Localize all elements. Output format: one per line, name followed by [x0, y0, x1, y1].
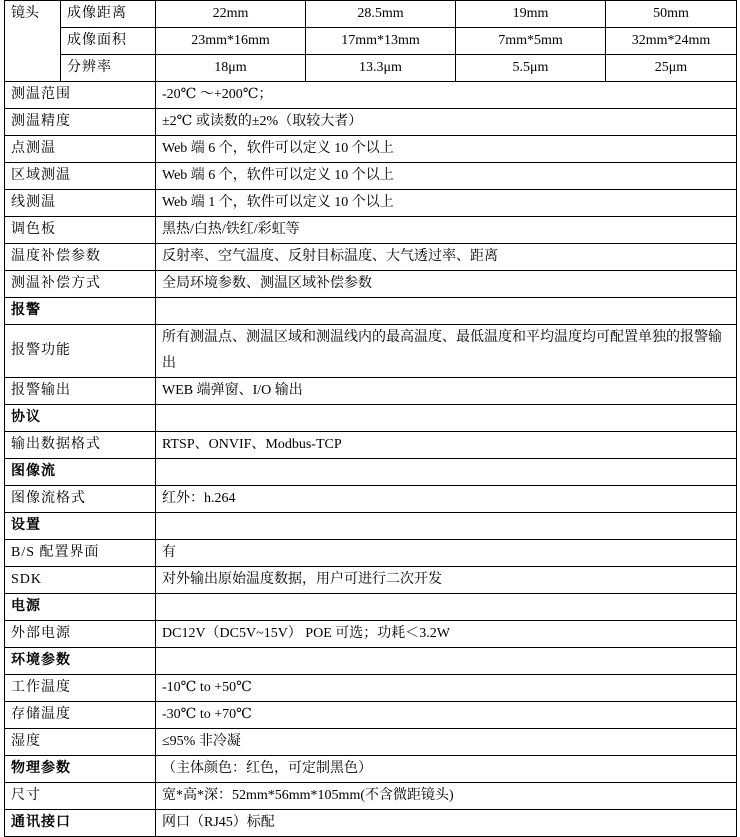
lens-value-cell: 32mm*24mm — [606, 28, 737, 55]
spec-label: 尺寸 — [5, 783, 156, 810]
lens-row — [5, 1, 737, 28]
spec-value: -30℃ to +70℃ — [156, 702, 737, 729]
spec-row — [5, 486, 737, 513]
spec-value — [156, 513, 737, 540]
lens-value-cell: 50mm — [606, 1, 737, 28]
spec-row — [5, 244, 737, 271]
section-heading: 环境参数 — [5, 648, 156, 675]
spec-label: 区域测温 — [5, 163, 156, 190]
lens-value-cell: 22mm — [156, 1, 306, 28]
lens-value-cell: 7mm*5mm — [456, 28, 606, 55]
spec-value: 全局环境参数、测温区域补偿参数 — [156, 271, 737, 298]
section-row — [5, 513, 737, 540]
lens-header-cell: 镜头 — [5, 1, 61, 82]
spec-row — [5, 217, 737, 244]
section-row — [5, 810, 737, 837]
lens-row-label: 成像面积 — [61, 28, 156, 55]
spec-row — [5, 432, 737, 459]
spec-value: Web 端 6 个，软件可以定义 10 个以上 — [156, 163, 737, 190]
lens-value-cell: 23mm*16mm — [156, 28, 306, 55]
spec-row — [5, 325, 737, 378]
spec-row — [5, 190, 737, 217]
section-heading: 设置 — [5, 513, 156, 540]
spec-row — [5, 82, 737, 109]
spec-value: 反射率、空气温度、反射目标温度、大气透过率、距离 — [156, 244, 737, 271]
spec-value: Web 端 1 个，软件可以定义 10 个以上 — [156, 190, 737, 217]
spec-value: WEB 端弹窗、I/O 输出 — [156, 378, 737, 405]
spec-row — [5, 163, 737, 190]
spec-value — [156, 459, 737, 486]
spec-row — [5, 702, 737, 729]
lens-value-cell: 19mm — [456, 1, 606, 28]
lens-row — [5, 55, 737, 82]
section-heading: 通讯接口 — [5, 810, 156, 837]
spec-row — [5, 567, 737, 594]
spec-label: B/S 配置界面 — [5, 540, 156, 567]
spec-label: 报警输出 — [5, 378, 156, 405]
spec-value: 对外输出原始温度数据，用户可进行二次开发 — [156, 567, 737, 594]
section-heading: 协议 — [5, 405, 156, 432]
lens-row-label: 成像距离 — [61, 1, 156, 28]
lens-value-cell: 25μm — [606, 55, 737, 82]
spec-label: 测温补偿方式 — [5, 271, 156, 298]
spec-rows — [5, 82, 737, 837]
spec-label: 调色板 — [5, 217, 156, 244]
spec-row — [5, 729, 737, 756]
spec-value: ±2℃ 或读数的±2%（取较大者） — [156, 109, 737, 136]
spec-value: RTSP、ONVIF、Modbus-TCP — [156, 432, 737, 459]
spec-value: DC12V（DC5V~15V） POE 可选；功耗＜3.2W — [156, 621, 737, 648]
section-heading: 物理参数 — [5, 756, 156, 783]
spec-value: Web 端 6 个，软件可以定义 10 个以上 — [156, 136, 737, 163]
spec-label: 报警功能 — [5, 325, 156, 378]
section-row — [5, 648, 737, 675]
spec-row — [5, 136, 737, 163]
spec-label: 测温范围 — [5, 82, 156, 109]
spec-label: 图像流格式 — [5, 486, 156, 513]
spec-value — [156, 648, 737, 675]
section-heading: 电源 — [5, 594, 156, 621]
spec-table — [4, 0, 737, 837]
section-row — [5, 405, 737, 432]
spec-row — [5, 675, 737, 702]
spec-value: ≤95% 非冷凝 — [156, 729, 737, 756]
spec-row — [5, 540, 737, 567]
section-row — [5, 756, 737, 783]
section-row — [5, 594, 737, 621]
spec-row — [5, 271, 737, 298]
spec-label: 输出数据格式 — [5, 432, 156, 459]
spec-value: 黑热/白热/铁红/彩虹等 — [156, 217, 737, 244]
spec-row — [5, 783, 737, 810]
spec-value — [156, 405, 737, 432]
spec-value — [156, 298, 737, 325]
lens-value-cell: 13.3μm — [306, 55, 456, 82]
lens-row — [5, 28, 737, 55]
spec-label: 线测温 — [5, 190, 156, 217]
spec-row — [5, 621, 737, 648]
spec-label: 点测温 — [5, 136, 156, 163]
spec-value: 宽*高*深：52mm*56mm*105mm(不含微距镜头) — [156, 783, 737, 810]
spec-value: 网口（RJ45）标配 — [156, 810, 737, 837]
spec-label: SDK — [5, 567, 156, 594]
spec-row — [5, 378, 737, 405]
spec-value: 所有测温点、测温区域和测温线内的最高温度、最低温度和平均温度均可配置单独的报警输出 — [156, 325, 737, 378]
spec-label: 测温精度 — [5, 109, 156, 136]
spec-value: 红外：h.264 — [156, 486, 737, 513]
spec-value: （主体颜色：红色，可定制黑色） — [156, 756, 737, 783]
spec-value — [156, 594, 737, 621]
section-row — [5, 459, 737, 486]
section-heading: 报警 — [5, 298, 156, 325]
spec-value: -10℃ to +50℃ — [156, 675, 737, 702]
lens-row-label: 分辨率 — [61, 55, 156, 82]
spec-label: 工作温度 — [5, 675, 156, 702]
lens-value-cell: 17mm*13mm — [306, 28, 456, 55]
spec-label: 外部电源 — [5, 621, 156, 648]
section-row — [5, 298, 737, 325]
lens-value-cell: 18μm — [156, 55, 306, 82]
spec-label: 存储温度 — [5, 702, 156, 729]
lens-value-cell: 28.5mm — [306, 1, 456, 28]
section-heading: 图像流 — [5, 459, 156, 486]
spec-label: 湿度 — [5, 729, 156, 756]
lens-value-cell: 5.5μm — [456, 55, 606, 82]
spec-value: 有 — [156, 540, 737, 567]
spec-label: 温度补偿参数 — [5, 244, 156, 271]
spec-value: -20℃ ～+200℃； — [156, 82, 737, 109]
spec-row — [5, 109, 737, 136]
